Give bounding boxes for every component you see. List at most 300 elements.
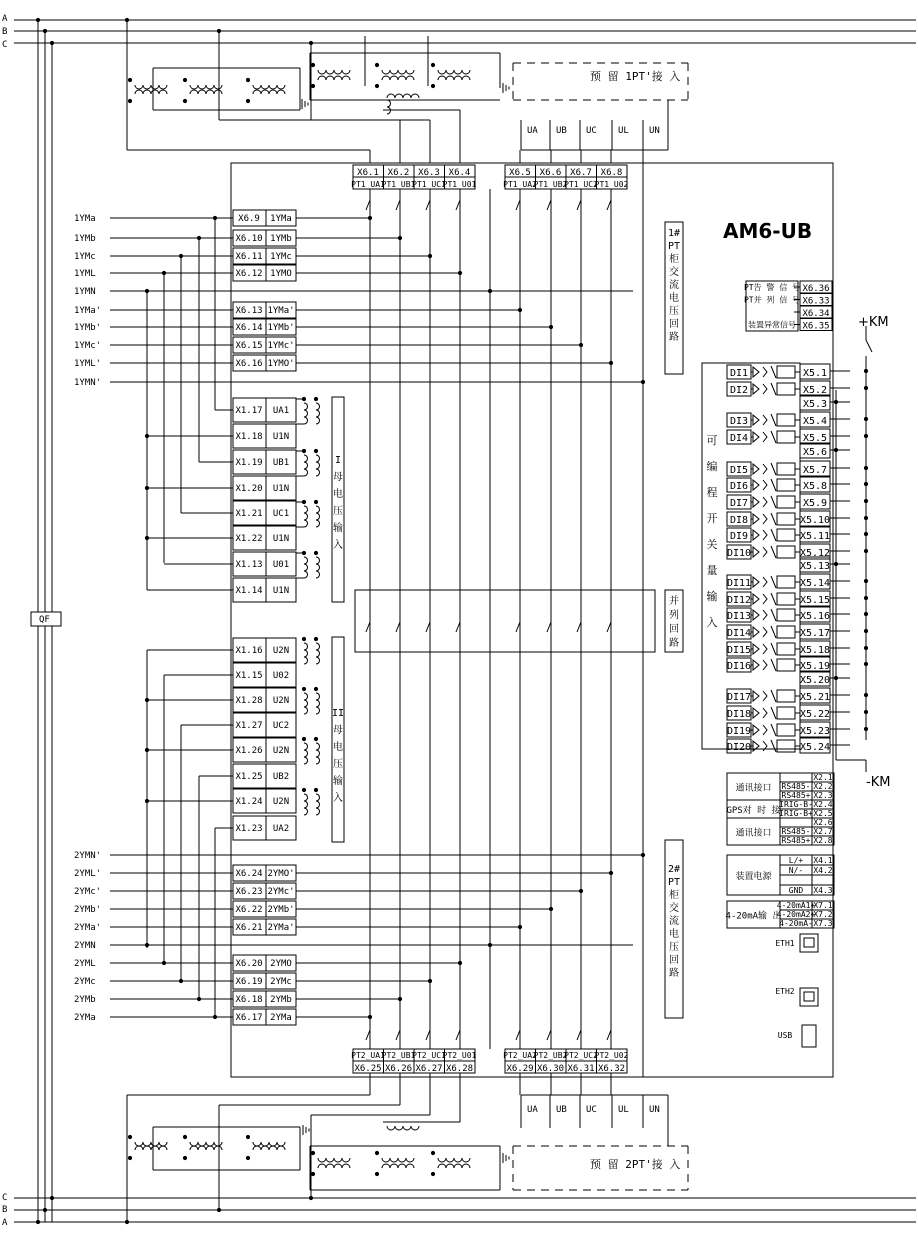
status-signal-label: PT告 警 信 号 [743,283,801,292]
junction-dot [128,99,132,103]
bottom-terminal-sig: PT2_U02 [594,1051,629,1060]
bus1-coil [304,403,308,424]
comm1-sig: RS485+ [781,791,811,800]
junction-dot [302,637,306,641]
ym-top-sig: 1YMa' [267,306,295,316]
di-x-num: X5.21 [799,692,831,703]
junction-dot [145,698,149,702]
di-x-num: X5.12 [799,548,831,559]
junction-dot [314,500,318,504]
optocoupler-box [777,643,795,655]
optocoupler-icon [753,643,776,655]
junction-dot [145,486,149,490]
top_terminals-num: X6.1 [357,168,379,178]
pt-channel-tick [577,622,581,632]
analog-sig: 4-20mA1+ [776,901,816,910]
top-terminal-num: X6.6 [539,168,562,178]
reserve-bottom-label: 预 留 2PT'接 入 [590,1158,681,1171]
di-label-char: 输 [706,590,718,603]
junction-dot [314,737,318,741]
bus2-coil [316,643,320,664]
ym-top-num: X6.10 [235,234,263,244]
usb-port [802,1025,816,1047]
analog-num: X7.2 [813,910,833,919]
junction-dot [246,1135,250,1139]
optocoupler-box [777,546,795,558]
junction-dot [183,78,187,82]
junction-dot [864,417,868,421]
bus2-label-char: 母 [333,725,343,736]
junction-dot [488,943,492,947]
di-name: DI7 [729,498,749,509]
ym-bottom-ext-label: 2YMb [74,995,96,1005]
pt-top-coil [387,94,419,98]
pt-bottom-coil [135,1142,167,1146]
eth1-port-inner [804,938,814,947]
pt-channel-tick [366,622,370,632]
bus2-num: X1.23 [235,824,263,834]
junction-dot [579,889,583,893]
pt-channel-tick [577,1030,581,1040]
bus2-sig: U2N [272,797,290,807]
junction-dot [864,646,868,650]
pt-bottom-coil [382,1158,414,1162]
pt-channel-tick [516,622,520,632]
pt-channel-tick [426,622,430,632]
junction-dot [36,1220,40,1224]
junction-dot [309,41,313,45]
pt-bottom-coil [190,1142,222,1146]
pt-tap-top-4: UN [649,126,660,136]
bus1-label-char: 母 [333,472,343,483]
ym-bottom-num: X6.23 [235,887,263,897]
comm2-num: X2.6 [813,818,833,827]
di-name: DI15 [726,645,752,656]
optocoupler-box [777,479,795,491]
ym-bottom-num: X6.21 [235,923,263,933]
junction-dot [864,466,868,470]
status-signal-num: X6.33 [802,296,830,307]
di-x-num: X5.3 [802,399,828,410]
pt-bottom-coil [318,1158,350,1162]
junction-dot [368,216,372,220]
ym-top-ext-label: 1YMc [74,252,96,262]
junction-dot [145,943,149,947]
power-num-cell [812,875,834,885]
status-signal-label: PT并 列 信 号 [743,295,801,305]
bottom-terminal-num: X6.32 [597,1064,626,1074]
optocoupler-icon [753,740,776,752]
junction-dot [128,1156,132,1160]
di-x-num: X5.17 [799,628,831,639]
bus1-label-char: 输 [333,523,343,534]
top_terminals-num: X6.3 [418,168,440,178]
comm1-label: 通讯接口 [735,783,772,794]
eth1-port [800,934,818,952]
junction-dot [311,1172,315,1176]
optocoupler-box [777,707,795,719]
bus1-coil [304,455,308,476]
ym-top-num: X6.15 [235,341,263,351]
loop1-label-char: 1# [667,228,681,239]
ym-top-ext-label: 1YMb' [74,323,102,333]
bottom-terminal-num: X6.29 [506,1064,534,1074]
pt-top-coil [135,85,167,89]
pt-channel-tick [607,1030,611,1040]
bus-label-b-bottom: B [2,1205,8,1215]
loop1-label-char: 流 [669,280,679,291]
di-x-num: X5.19 [799,661,831,672]
ym-bottom-ext-label: 2YMa' [74,923,102,933]
junction-dot [145,434,149,438]
bus1-num: X1.21 [235,509,263,519]
pt-bottom-coil [438,1164,470,1168]
pt-channel-tick [396,622,400,632]
ym-top-num: X6.14 [235,323,263,333]
di-x-num: X5.2 [802,385,828,396]
di-name: DI3 [729,416,749,427]
ym-bottom-ext-label: 2YMb' [74,905,102,915]
junction-dot [50,41,54,45]
pt-tap-top-3: UL [618,126,629,136]
top_terminals-sig: PT1_UB1 [381,180,416,189]
di-label-char: 程 [706,486,718,499]
optocoupler-icon [753,576,776,588]
junction-dot [179,254,183,258]
top-terminal-sig: PT1_UC2 [564,180,598,189]
analog-num: X7.1 [813,901,833,910]
ym-bottom-sig: 2YMO' [267,869,295,879]
di-name: DI16 [726,661,752,672]
loop2-label-char: 回 [669,955,679,966]
power-num: X4.3 [813,886,833,895]
bus1-label-char: I [334,455,342,466]
junction-dot [458,961,462,965]
optocoupler-box [777,529,795,541]
comm1-num: X2.1 [813,773,833,782]
bus1-sig: UC1 [272,509,290,519]
bus-label-a-top: A [2,14,8,24]
pt-channel-tick [516,1030,520,1040]
ym-bottom-num: X6.18 [235,995,263,1005]
junction-dot [609,361,613,365]
junction-dot [197,997,201,1001]
junction-dot [864,499,868,503]
ym-top-sig: 1YMO' [267,359,295,369]
ym-top-num: X6.9 [238,214,260,224]
bottom-terminal-num: X6.30 [536,1064,565,1074]
junction-dot [125,18,129,22]
junction-dot [428,979,432,983]
loop2-label-char: PT [667,877,681,888]
di-x-num: X5.11 [799,531,831,542]
di-name: DI20 [726,742,752,753]
bus1-sig: U1N [272,432,290,442]
bus1-sig: U1N [272,534,290,544]
junction-dot [213,1015,217,1019]
junction-dot [50,1196,54,1200]
bus2-coil [316,794,320,815]
junction-dot [314,551,318,555]
bus2-coil [316,693,320,714]
junction-dot [145,799,149,803]
gps-num: X2.5 [813,809,833,818]
bus2-num: X1.15 [235,671,263,681]
junction-dot [145,748,149,752]
ym-top-ext-label: 1YMb [74,234,96,244]
bottom-terminal-sig: PT2_UC1 [412,1051,446,1060]
parallel-label-char: 并 [669,596,679,607]
power-sig: GND [788,886,804,895]
junction-dot [375,63,379,67]
bus1-coil [316,557,320,578]
pt-tap-bottom-0: UA [527,1105,538,1115]
junction-dot [864,662,868,666]
junction-dot [864,369,868,373]
pt-bottom-coil [382,1164,414,1168]
junction-dot [311,1151,315,1155]
junction-dot [162,961,166,965]
comm1-sig: RS485- [781,782,811,791]
optocoupler-box [777,431,795,443]
bus2-label-char: 压 [333,759,343,770]
bottom-terminal-sig: PT2_U01 [442,1051,477,1060]
bus1-sig: U1N [272,484,290,494]
optocoupler-icon [753,414,776,426]
junction-dot [179,979,183,983]
optocoupler-icon [753,496,776,508]
bus1-sig: UA1 [272,406,290,416]
junction-dot [518,925,522,929]
loop1-label-char: PT [667,241,681,252]
pt-bottom-coil [438,1158,470,1162]
bottom-terminal-sig: PT2_UC2 [564,1051,598,1060]
pt-channel-tick [456,200,460,210]
loop1-label-char: 回 [669,319,679,330]
pt-bottom-coil [253,1146,285,1150]
ym-bottom-sig: 2YMb [270,995,292,1005]
gps-sig: IRIG-B+ [779,809,813,818]
di-name: DI5 [729,465,749,476]
pt-channel-tick [366,1030,370,1040]
junction-dot [488,289,492,293]
bus2-sig: U2N [272,696,290,706]
ym-bottom-ext-label: 2YMa [74,1013,96,1023]
bus1-label-char: 压 [333,506,343,517]
pt-channel-tick [607,622,611,632]
analog-label: 4-20mA输 出 [725,911,782,922]
di-x-num: X5.24 [799,742,831,753]
di-x-num: X5.22 [799,709,831,720]
bus2-num: X1.24 [235,797,263,807]
junction-dot [311,63,315,67]
junction-dot [145,536,149,540]
junction-dot [864,516,868,520]
top-terminal-num: X6.5 [509,168,531,178]
optocoupler-icon [753,626,776,638]
pt-top-coil [253,90,285,94]
junction-dot [834,448,838,452]
optocoupler-icon [753,431,776,443]
bus1-num: X1.22 [235,534,263,544]
top_terminals-sig: PT1_UA1 [351,180,385,189]
junction-dot [314,397,318,401]
ym-bottom-num: X6.24 [235,869,263,879]
optocoupler-icon [753,707,776,719]
optocoupler-icon [753,659,776,671]
optocoupler-icon [753,724,776,736]
bottom-terminal-sig: PT2_UB2 [533,1051,568,1060]
loop1-label-char: 路 [669,332,679,343]
optocoupler-box [777,659,795,671]
pt-bottom-coil [253,1142,285,1146]
analog-num: X7.3 [813,919,833,928]
ym-bottom-ext-label: 2YML' [74,869,102,879]
bus-label-c-bottom: C [2,1193,8,1203]
bottom-terminal-num: X6.25 [354,1064,382,1074]
power-num: X4.2 [813,866,833,875]
di-x-num: X5.16 [799,611,831,622]
ym-top-num: X6.12 [235,269,263,279]
bus1-num: X1.18 [235,432,263,442]
junction-dot [398,236,402,240]
ym-top-ext-label: 1YML' [74,359,102,369]
junction-dot [375,84,379,88]
bus1-coil [316,403,320,424]
junction-dot [549,325,553,329]
junction-dot [311,84,315,88]
pt-channel-tick [396,200,400,210]
junction-dot [864,612,868,616]
optocoupler-box [777,366,795,378]
junction-dot [375,1172,379,1176]
comm2-sig: RS485+ [781,836,811,845]
junction-dot [609,871,613,875]
di-x-num: X5.13 [799,561,831,572]
bus2-coil [304,794,308,815]
di-x-num: X5.20 [799,675,831,686]
optocoupler-icon [753,529,776,541]
pt-top-coil [382,70,414,74]
di-x-num: X5.5 [802,433,828,444]
di-x-num: X5.8 [802,481,828,492]
di-name: DI14 [726,628,752,639]
comm2-sig: RS485- [781,827,811,836]
junction-dot [431,63,435,67]
eth2-label: ETH2 [775,987,795,996]
loop2-label-char: 压 [669,942,679,953]
di-name: DI9 [729,531,749,542]
junction-dot [302,737,306,741]
analog-sig: 4-20mA2+ [776,910,816,919]
optocoupler-box [777,513,795,525]
pt-top-coil [382,76,414,80]
ym-bottom-ext-label: 2YMc' [74,887,102,897]
ym-bottom-ext-label: 2YMN [74,941,96,951]
bus2-coil [304,643,308,664]
ym-top-sig: 1YMb' [267,323,295,333]
di-label-char: 入 [706,616,718,629]
optocoupler-icon [753,609,776,621]
comm2-num: X2.8 [813,836,833,845]
ym-top-sig: 1YMc [270,252,292,262]
junction-dot [128,78,132,82]
junction-dot [183,1135,187,1139]
gps-sig: IRIG-B- [779,800,813,809]
di-x-num: X5.4 [802,416,828,427]
bus2-sig: U2N [272,746,290,756]
pt-bottom-coil [135,1146,167,1150]
ym-bottom-sig: 2YMO [270,959,292,969]
junction-dot [834,676,838,680]
bus2-sig: UC2 [272,721,290,731]
device-title: AM6-UB [723,219,813,243]
km-minus-label: -KM [866,775,891,790]
junction-dot [217,29,221,33]
optocoupler-box [777,690,795,702]
di-name: DI17 [726,692,752,703]
bus1-label-char: 入 [333,540,343,551]
loop2-label-char: 电 [669,929,679,940]
di-x-num: X5.9 [802,498,828,509]
ym-top-ext-label: 1YMa [74,214,96,224]
bus1-num: X1.13 [235,560,263,570]
bus1-sig: U1N [272,586,290,596]
ym-top-ext-label: 1YML [74,269,96,279]
pt-tap-top-2: UC [586,126,597,136]
pt-top-coil [135,90,167,94]
bus2-label-char: 电 [333,742,343,753]
pt-tap-top-1: UB [556,126,567,136]
comm2-sig-cell [780,818,812,827]
bus2-num: X1.16 [235,646,263,656]
loop1-label-char: 交 [669,267,679,278]
di-label-char: 编 [706,460,718,473]
optocoupler-icon [753,690,776,702]
junction-dot [431,84,435,88]
junction-dot [183,1156,187,1160]
di-label-char: 关 [706,538,718,551]
junction-dot [246,99,250,103]
ym-bottom-ext-label: 2YMN' [74,851,102,861]
pt-bottom-coil [387,1126,419,1130]
junction-dot [43,1208,47,1212]
top_terminals-num: X6.4 [448,168,471,178]
pt-channel-tick [516,200,520,210]
junction-dot [217,1208,221,1212]
top-terminal-num: X6.8 [600,168,623,178]
junction-dot [864,549,868,553]
di-x-num: X5.6 [802,447,828,458]
ym-top-ext-label: 1YMa' [74,306,102,316]
comm2-label: 通讯接口 [735,828,772,839]
bus2-sig: UA2 [272,824,290,834]
ym-bottom-sig: 2YMa' [267,923,295,933]
pt-channel-tick [426,1030,430,1040]
junction-dot [641,380,645,384]
di-name: DI4 [729,433,749,444]
parallel-label-char: 回 [669,624,679,635]
loop2-label-char: 柜 [669,890,679,901]
pt-top-coil [318,70,350,74]
ym-top-num: X6.16 [235,359,263,369]
junction-dot [125,1220,129,1224]
di-x-num: X5.7 [802,465,828,476]
junction-dot [864,482,868,486]
bottom-terminal-sig: PT2_UA1 [351,1051,385,1060]
optocoupler-box [777,463,795,475]
status-signal-num: X6.34 [802,309,830,319]
